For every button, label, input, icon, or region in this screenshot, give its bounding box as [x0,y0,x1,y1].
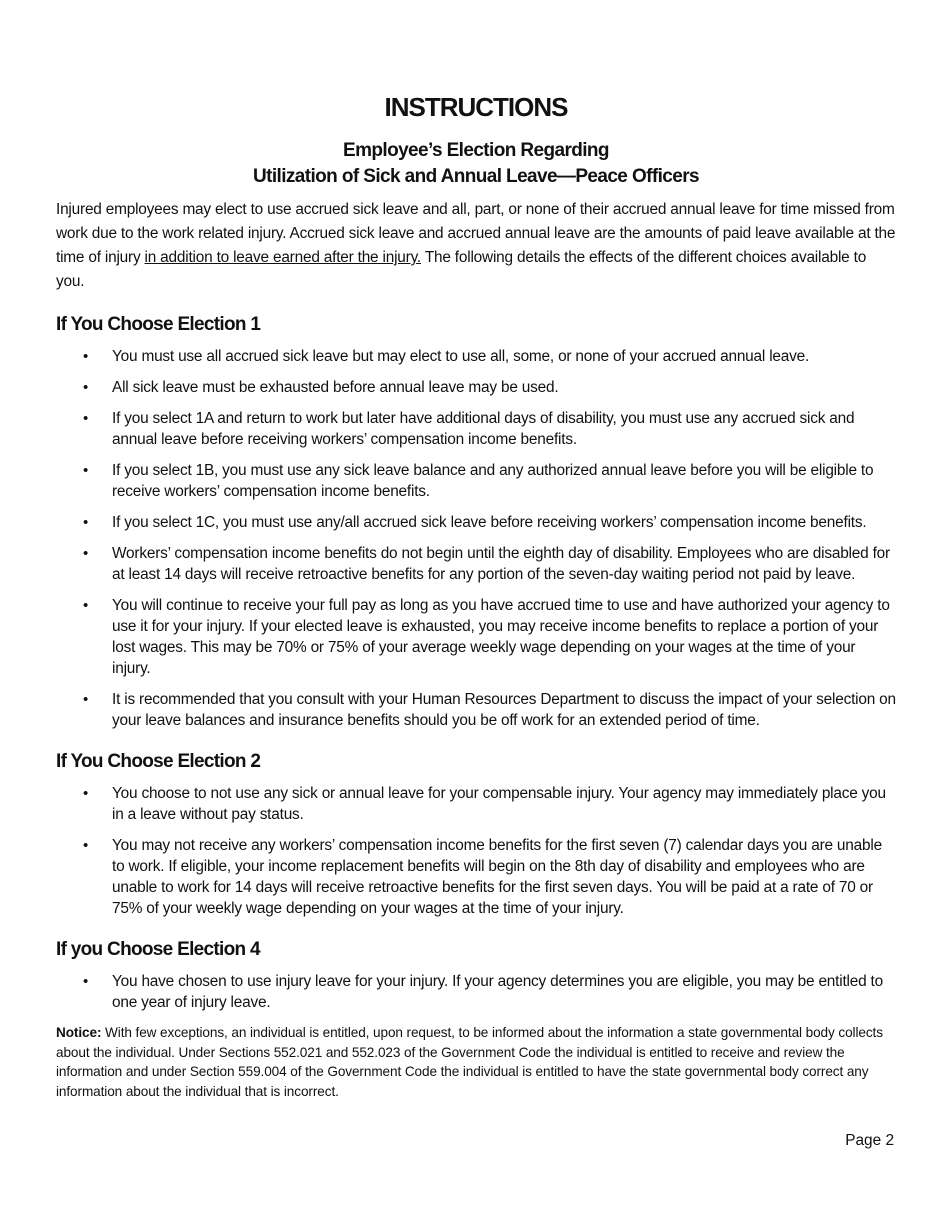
list-item [56,783,896,825]
election-4-list [56,971,896,1013]
intro-text-part1: Injured employees may elect to use accrued sick leave and all, part, or none of their accrued annual leave for time missed from work due to the work related injury. Accrued sick leave and accrued annual leave are the amounts of paid leave available at the time of injury [56,201,896,266]
intro-text-part2: The following details the effects of the different choices available to you. [56,249,867,290]
election-2-heading: If You Choose Election 2 [56,751,261,772]
election-4-heading: If you Choose Election 4 [56,939,260,960]
notice-text: With few exceptions, an individual is entitled, upon request, to be informed about the information a state governmental body collects about the individual. Under Sections 552.021 and 552.023 of the Government Code the individual is entitled to receive and review the information and under Section 559.004 of the Government Code the individual is entitled to have the state governmental body correct any information about the individual that is incorrect. [56,1025,883,1099]
list-item-text: You will continue to receive your full pay as long as you have accrued time to use and have authorized your agency to use it for your injury. If your elected leave is exhausted, you may receive income benefits to replace a portion of your lost wages. This may be 70% or 75% of your average weekly wage depending on your wages at the time of your injury. [112,597,890,677]
bullet-icon: • [83,597,89,614]
intro-paragraph [56,198,896,294]
document-page [56,90,896,1115]
list-item-text: You must use all accrued sick leave but may elect to use all, some, or none of your accrued annual leave. [112,348,810,365]
list-item [56,595,896,679]
bullet-icon: • [83,379,89,396]
list-item [56,512,896,533]
page-title: INSTRUCTIONS [384,92,568,122]
notice-label: Notice: [56,1025,102,1040]
list-item [56,543,896,585]
list-item-text: If you select 1A and return to work but later have additional days of disability, you must use any accrued sick and annual leave before receiving workers’ compensation income benefits. [112,410,855,448]
bullet-icon: • [83,514,89,531]
list-item [56,835,896,919]
bullet-icon: • [83,545,89,562]
intro-underlined-text: in addition to leave earned after the injury. [144,249,422,266]
list-item [56,460,896,502]
list-item-text: Workers’ compensation income benefits do not begin until the eighth day of disability. Employees who are disabled for at least 14 days will receive retroactive benefits for any portion of the seven-day waiting period not paid by leave. [112,545,890,583]
bullet-icon: • [83,837,89,854]
list-item-text: If you select 1B, you must use any sick leave balance and any authorized annual leave before you will be eligible to receive workers’ compensation income benefits. [112,462,874,500]
list-item-text: You have chosen to use injury leave for your injury. If your agency determines you are eligible, you may be entitled to one year of injury leave. [112,973,883,1011]
list-item-text: If you select 1C, you must use any/all accrued sick leave before receiving workers’ compensation income benefits. [112,514,867,531]
bullet-icon: • [83,410,89,427]
bullet-icon: • [83,691,89,708]
privacy-notice [56,1023,896,1101]
election-2-list [56,783,896,919]
list-item-text: All sick leave must be exhausted before annual leave may be used. [112,379,559,396]
page-subtitle-line2: Utilization of Sick and Annual Leave—Peace Officers [253,166,699,187]
list-item [56,408,896,450]
bullet-icon: • [83,973,89,990]
list-item [56,377,896,398]
bullet-icon: • [83,785,89,802]
bullet-icon: • [83,348,89,365]
page-subtitle-line1: Employee’s Election Regarding [343,140,609,161]
list-item-text: It is recommended that you consult with your Human Resources Department to discuss the impact of your selection on your leave balances and insurance benefits should you be off work for an extended period of time. [112,691,896,729]
list-item-text: You choose to not use any sick or annual leave for your compensable injury. Your agency may immediately place you in a leave without pay status. [112,785,886,823]
list-item [56,346,896,367]
election-1-list [56,346,896,731]
list-item [56,971,896,1013]
election-1-heading: If You Choose Election 1 [56,314,261,335]
list-item-text: You may not receive any workers’ compensation income benefits for the first seven (7) calendar days you are unable to work. If eligible, your income replacement benefits will begin on the 8th day of disability and employees who are unable to work for 14 days will receive retroactive benefits for the first seven days. You will be paid at a rate of 70 or 75% of your weekly wage depending on your wages at the time of your injury. [112,837,882,917]
page-number: Page 2 [845,1132,894,1149]
bullet-icon: • [83,462,89,479]
list-item [56,689,896,731]
